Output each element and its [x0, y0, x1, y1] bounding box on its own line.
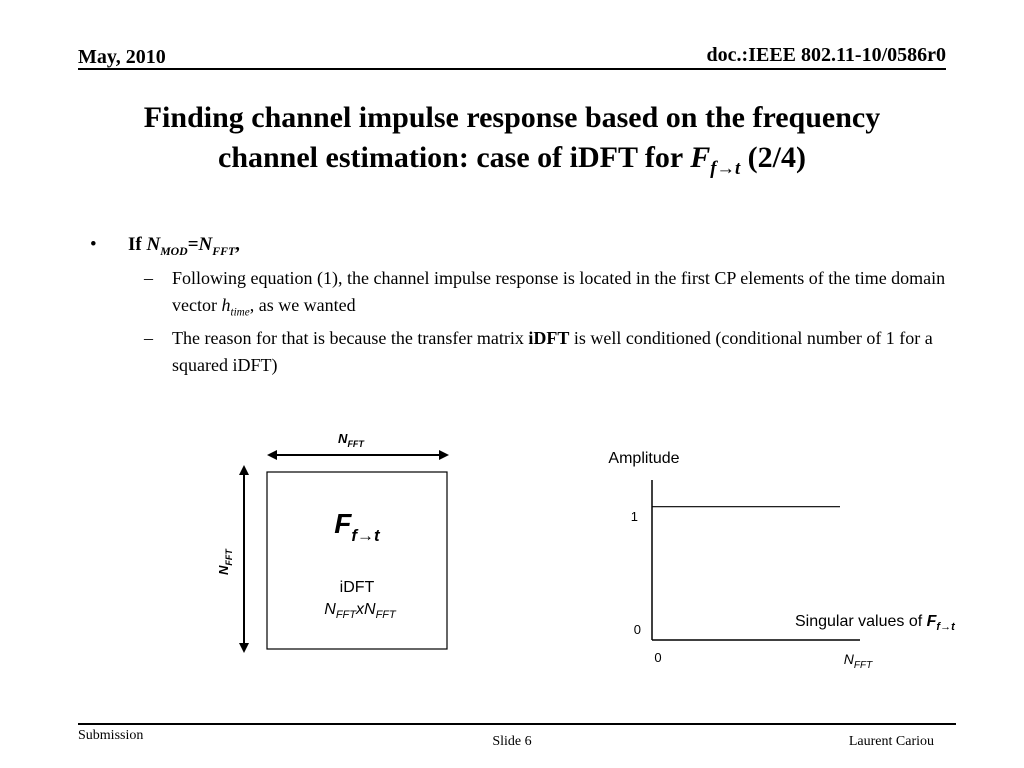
- matrix-box: [267, 472, 447, 649]
- footer-rule: [78, 723, 956, 725]
- x-end-label: $N_{FFT}$: [843, 651, 873, 671]
- y-tick-1: 1: [630, 509, 638, 524]
- subbullet-2-text-a: The reason for that is because the transfer matrix: [172, 328, 529, 348]
- footer-submission: Submission: [78, 728, 144, 743]
- y-tick-0: 0: [633, 622, 641, 637]
- matrix-symbol: $F_{f\to t}$: [334, 508, 380, 545]
- width-label: $N_{FFT}$: [338, 431, 364, 449]
- bullet-n2-sub: FFT: [212, 244, 236, 258]
- footer-author: Laurent Cariou: [848, 734, 934, 749]
- header-doc-id: doc.:IEEE 802.11-10/0586r0: [706, 44, 946, 66]
- matrix-size: $N_{FFT}xN_{FFT}$: [324, 601, 396, 621]
- bullet-n1: N: [146, 234, 161, 255]
- subbullet-2-bold: iDFT: [528, 328, 570, 348]
- bullet-comma: ,: [235, 234, 240, 255]
- footer-slide-number: Slide 6: [492, 734, 532, 749]
- bullet-eq: =: [187, 234, 199, 255]
- bullet-marker: •: [90, 234, 97, 255]
- matrix-name: iDFT: [339, 579, 375, 596]
- subbullet-1-text-b: , as we wanted: [249, 295, 356, 315]
- bullet-n1-sub: MOD: [160, 244, 188, 258]
- subbullet-1-text-a: Following equation (1), the channel impulse response is located in the first CP elements of the time domain vector: [172, 268, 946, 315]
- title-suffix: (2/4): [740, 141, 806, 174]
- bullet-n2: N: [198, 234, 213, 255]
- subbullet-1-var-sub: time: [230, 306, 250, 319]
- title-matrix-sub: f→t: [710, 158, 741, 179]
- bullet-if-word: If: [128, 234, 147, 255]
- subbullet-2-text-b: is well conditioned (conditional number of 1 for a squared iDFT): [172, 328, 933, 375]
- singular-values-chart: [560, 430, 1020, 680]
- header-date: May, 2010: [78, 46, 166, 68]
- title-line-1: Finding channel impulse response based on the frequency: [143, 101, 881, 134]
- y-axis-label: Amplitude: [608, 450, 680, 467]
- height-label: $N_{FFT}$: [216, 549, 234, 575]
- x-tick-0: 0: [654, 650, 662, 665]
- title-line-2-text: channel estimation: case of iDFT for: [218, 141, 691, 174]
- title-matrix-symbol: F: [690, 141, 711, 174]
- subbullet-marker: –: [144, 268, 153, 288]
- subbullet-1-var: h: [221, 295, 231, 315]
- subbullet-marker: –: [144, 328, 153, 348]
- series-legend: Singular values of $F_{f\to t}$: [795, 613, 955, 633]
